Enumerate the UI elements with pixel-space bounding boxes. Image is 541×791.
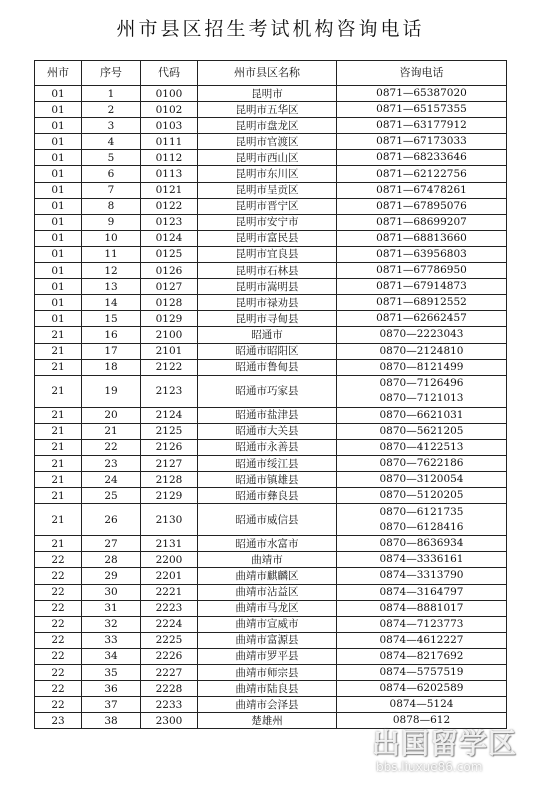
phone-number: 0871—65157355	[376, 103, 467, 116]
cell-name: 昆明市富民县	[198, 230, 337, 246]
cell-zhou: 21	[35, 488, 82, 504]
phone-number: 0870—6121735	[379, 505, 464, 518]
cell-zhou: 21	[35, 423, 82, 439]
cell-zhou: 01	[35, 182, 82, 198]
phone-number: 0874—3313790	[379, 569, 464, 582]
cell-no: 25	[82, 488, 141, 504]
table-row	[35, 552, 507, 568]
cell-no: 9	[82, 214, 141, 230]
header-name: 州市县区名称	[198, 61, 337, 86]
table-row	[35, 214, 507, 230]
site-watermark	[372, 722, 537, 782]
cell-name: 昭通市镇雄县	[198, 472, 337, 488]
cell-no: 16	[82, 327, 141, 343]
cell-phone	[337, 134, 507, 150]
phone-number: 0870—7622186	[379, 457, 464, 470]
phone-number: 0871—67786950	[376, 264, 467, 277]
phone-number: 0870—2223043	[379, 328, 464, 341]
cell-zhou: 01	[35, 166, 82, 182]
cell-code: 0121	[141, 182, 198, 198]
cell-zhou: 01	[35, 102, 82, 118]
cell-no: 17	[82, 343, 141, 359]
cell-name: 曲靖市罗平县	[198, 648, 337, 664]
cell-name: 昆明市晋宁区	[198, 198, 337, 214]
table-header-row	[35, 61, 507, 86]
cell-phone	[337, 279, 507, 295]
watermark-logo-text: 出国留学区	[372, 727, 518, 760]
cell-no: 11	[82, 246, 141, 262]
cell-no: 10	[82, 230, 141, 246]
cell-name: 昭通市绥江县	[198, 455, 337, 471]
cell-code: 2130	[141, 504, 198, 536]
cell-no: 23	[82, 455, 141, 471]
table-row	[35, 584, 507, 600]
cell-code: 2127	[141, 455, 198, 471]
phone-number: 0871—67914873	[376, 280, 467, 293]
table-row	[35, 375, 507, 407]
cell-zhou: 21	[35, 439, 82, 455]
cell-name: 昭通市巧家县	[198, 375, 337, 407]
cell-name: 昆明市宜良县	[198, 246, 337, 262]
cell-zhou: 01	[35, 246, 82, 262]
cell-code: 2122	[141, 359, 198, 375]
cell-name: 昆明市盘龙区	[198, 118, 337, 134]
cell-code: 2201	[141, 568, 198, 584]
cell-phone	[337, 150, 507, 166]
cell-zhou: 01	[35, 311, 82, 327]
cell-phone	[337, 455, 507, 471]
cell-zhou: 01	[35, 86, 82, 102]
table-row	[35, 263, 507, 279]
cell-zhou: 21	[35, 327, 82, 343]
cell-no: 15	[82, 311, 141, 327]
cell-phone	[337, 359, 507, 375]
table-row	[35, 343, 507, 359]
phone-number: 0871—68699207	[376, 215, 467, 228]
table-row	[35, 86, 507, 102]
cell-code: 0126	[141, 263, 198, 279]
cell-code: 2226	[141, 648, 198, 664]
table-row	[35, 439, 507, 455]
cell-code: 2125	[141, 423, 198, 439]
cell-no: 26	[82, 504, 141, 536]
phone-number: 0874—8217692	[379, 649, 464, 662]
cell-no: 32	[82, 616, 141, 632]
cell-name: 昆明市西山区	[198, 150, 337, 166]
phone-number: 0870—2124810	[379, 344, 464, 357]
cell-name: 昆明市东川区	[198, 166, 337, 182]
cell-name: 昭通市水富市	[198, 536, 337, 552]
cell-code: 2223	[141, 600, 198, 616]
table-row	[35, 488, 507, 504]
cell-code: 0100	[141, 86, 198, 102]
cell-zhou: 21	[35, 536, 82, 552]
cell-phone	[337, 182, 507, 198]
cell-phone	[337, 166, 507, 182]
phone-number: 0871—67478261	[376, 183, 467, 196]
cell-phone	[337, 423, 507, 439]
cell-no: 27	[82, 536, 141, 552]
cell-code: 0102	[141, 102, 198, 118]
cell-code: 0111	[141, 134, 198, 150]
table-row	[35, 327, 507, 343]
cell-no: 2	[82, 102, 141, 118]
cell-code: 0112	[141, 150, 198, 166]
cell-no: 36	[82, 681, 141, 697]
phone-number: 0870—5120205	[379, 489, 464, 502]
phone-number: 0870—7121013	[379, 392, 464, 405]
phone-table	[34, 60, 507, 729]
cell-phone	[337, 616, 507, 632]
table-row	[35, 472, 507, 488]
cell-phone	[337, 439, 507, 455]
cell-phone	[337, 632, 507, 648]
cell-no: 3	[82, 118, 141, 134]
cell-code: 0128	[141, 295, 198, 311]
table-row	[35, 681, 507, 697]
cell-zhou: 01	[35, 230, 82, 246]
table-row	[35, 600, 507, 616]
cell-no: 12	[82, 263, 141, 279]
header-zhou: 州市	[35, 61, 82, 86]
cell-no: 19	[82, 375, 141, 407]
cell-name: 曲靖市会泽县	[198, 697, 337, 713]
phone-number: 0874—4612227	[379, 633, 464, 646]
cell-code: 2128	[141, 472, 198, 488]
watermark-url: bbs.liuxue86.com	[376, 760, 483, 774]
cell-code: 2233	[141, 697, 198, 713]
cell-name: 昆明市呈贡区	[198, 182, 337, 198]
phone-number: 0870—7126496	[379, 377, 464, 390]
cell-no: 28	[82, 552, 141, 568]
cell-name: 昆明市禄劝县	[198, 295, 337, 311]
phone-number: 0874—5757519	[379, 666, 464, 679]
phone-number: 0871—62662457	[376, 312, 467, 325]
phone-number: 0871—68912552	[376, 296, 467, 309]
cell-no: 14	[82, 295, 141, 311]
cell-name: 曲靖市富源县	[198, 632, 337, 648]
cell-zhou: 01	[35, 118, 82, 134]
cell-phone	[337, 584, 507, 600]
phone-number: 0874—5124	[389, 698, 454, 711]
cell-zhou: 22	[35, 665, 82, 681]
phone-number: 0870—3120054	[379, 473, 464, 486]
cell-code: 2200	[141, 552, 198, 568]
cell-phone	[337, 552, 507, 568]
cell-name: 曲靖市陆良县	[198, 681, 337, 697]
cell-no: 38	[82, 713, 141, 729]
table-row	[35, 311, 507, 327]
cell-phone	[337, 230, 507, 246]
table-row	[35, 246, 507, 262]
cell-no: 31	[82, 600, 141, 616]
cell-code: 2123	[141, 375, 198, 407]
cell-zhou: 01	[35, 198, 82, 214]
table-row	[35, 279, 507, 295]
cell-phone	[337, 214, 507, 230]
cell-code: 2126	[141, 439, 198, 455]
phone-number: 0874—3164797	[379, 585, 464, 598]
cell-code: 2224	[141, 616, 198, 632]
cell-no: 24	[82, 472, 141, 488]
cell-phone	[337, 665, 507, 681]
phone-number: 0878—612	[392, 714, 451, 727]
table-row	[35, 230, 507, 246]
table-row	[35, 616, 507, 632]
cell-name: 曲靖市	[198, 552, 337, 568]
cell-zhou: 22	[35, 552, 82, 568]
cell-phone	[337, 375, 507, 407]
cell-name: 曲靖市师宗县	[198, 665, 337, 681]
cell-no: 21	[82, 423, 141, 439]
cell-no: 34	[82, 648, 141, 664]
cell-phone	[337, 697, 507, 713]
cell-name: 昆明市五华区	[198, 102, 337, 118]
cell-phone	[337, 713, 507, 729]
cell-phone	[337, 327, 507, 343]
cell-name: 昆明市	[198, 86, 337, 102]
cell-zhou: 22	[35, 681, 82, 697]
cell-zhou: 23	[35, 713, 82, 729]
cell-zhou: 21	[35, 343, 82, 359]
cell-name: 昭通市	[198, 327, 337, 343]
cell-zhou: 21	[35, 375, 82, 407]
cell-code: 0127	[141, 279, 198, 295]
phone-number: 0871—67895076	[376, 199, 467, 212]
cell-code: 2101	[141, 343, 198, 359]
cell-phone	[337, 343, 507, 359]
phone-number: 0871—68233646	[376, 151, 467, 164]
cell-zhou: 01	[35, 150, 82, 166]
phone-number: 0874—8881017	[379, 601, 464, 614]
page-title: 州市县区招生考试机构咨询电话	[116, 18, 425, 40]
table-body	[35, 86, 507, 729]
cell-no: 4	[82, 134, 141, 150]
table-row	[35, 134, 507, 150]
table-row	[35, 697, 507, 713]
cell-name: 昆明市嵩明县	[198, 279, 337, 295]
cell-code: 2131	[141, 536, 198, 552]
phone-number: 0871—63177912	[376, 119, 467, 132]
cell-zhou: 22	[35, 648, 82, 664]
table-row	[35, 407, 507, 423]
cell-no: 33	[82, 632, 141, 648]
cell-name: 昆明市石林县	[198, 263, 337, 279]
cell-phone	[337, 681, 507, 697]
cell-no: 22	[82, 439, 141, 455]
table-row	[35, 150, 507, 166]
cell-phone	[337, 648, 507, 664]
cell-code: 0124	[141, 230, 198, 246]
table-row	[35, 713, 507, 729]
cell-phone	[337, 488, 507, 504]
cell-code: 2227	[141, 665, 198, 681]
cell-zhou: 21	[35, 359, 82, 375]
table-row	[35, 182, 507, 198]
cell-zhou: 21	[35, 455, 82, 471]
cell-zhou: 01	[35, 134, 82, 150]
cell-code: 0125	[141, 246, 198, 262]
cell-code: 2124	[141, 407, 198, 423]
cell-no: 13	[82, 279, 141, 295]
cell-zhou: 22	[35, 600, 82, 616]
cell-code: 2228	[141, 681, 198, 697]
cell-name: 昭通市永善县	[198, 439, 337, 455]
cell-code: 0103	[141, 118, 198, 134]
table-row	[35, 504, 507, 536]
cell-phone	[337, 472, 507, 488]
table-row	[35, 423, 507, 439]
cell-zhou: 21	[35, 472, 82, 488]
cell-no: 37	[82, 697, 141, 713]
table-row	[35, 166, 507, 182]
cell-phone	[337, 263, 507, 279]
cell-zhou: 22	[35, 616, 82, 632]
cell-no: 8	[82, 198, 141, 214]
table-row	[35, 632, 507, 648]
cell-name: 昭通市鲁甸县	[198, 359, 337, 375]
table-row	[35, 455, 507, 471]
cell-phone	[337, 407, 507, 423]
cell-phone	[337, 600, 507, 616]
cell-name: 昭通市昭阳区	[198, 343, 337, 359]
cell-no: 6	[82, 166, 141, 182]
cell-zhou: 01	[35, 263, 82, 279]
table-row	[35, 359, 507, 375]
cell-code: 2100	[141, 327, 198, 343]
cell-no: 5	[82, 150, 141, 166]
phone-number: 0870—8121499	[379, 360, 464, 373]
cell-zhou: 22	[35, 568, 82, 584]
table-row	[35, 198, 507, 214]
cell-name: 昆明市寻甸县	[198, 311, 337, 327]
header-code: 代码	[141, 61, 198, 86]
phone-number: 0874—7123773	[379, 617, 464, 630]
phone-number: 0871—68813660	[376, 231, 467, 244]
cell-zhou: 22	[35, 632, 82, 648]
cell-no: 7	[82, 182, 141, 198]
table-row	[35, 102, 507, 118]
cell-no: 35	[82, 665, 141, 681]
phone-number: 0870—4122513	[379, 440, 464, 453]
cell-name: 曲靖市马龙区	[198, 600, 337, 616]
cell-name: 昭通市威信县	[198, 504, 337, 536]
cell-code: 2225	[141, 632, 198, 648]
table-row	[35, 568, 507, 584]
cell-phone	[337, 568, 507, 584]
cell-zhou: 21	[35, 504, 82, 536]
cell-name: 楚雄州	[198, 713, 337, 729]
header-phone: 咨询电话	[337, 61, 507, 86]
phone-number: 0874—6202589	[379, 682, 464, 695]
cell-code: 2129	[141, 488, 198, 504]
cell-no: 20	[82, 407, 141, 423]
cell-phone	[337, 311, 507, 327]
cell-zhou: 22	[35, 584, 82, 600]
cell-name: 曲靖市宣威市	[198, 616, 337, 632]
phone-number: 0871—65387020	[376, 87, 467, 100]
table-row	[35, 118, 507, 134]
cell-phone	[337, 295, 507, 311]
phone-number: 0871—67173033	[376, 135, 467, 148]
cell-phone	[337, 86, 507, 102]
cell-phone	[337, 536, 507, 552]
cell-name: 曲靖市麒麟区	[198, 568, 337, 584]
cell-zhou: 01	[35, 295, 82, 311]
phone-number: 0870—8636934	[379, 537, 464, 550]
cell-code: 0123	[141, 214, 198, 230]
phone-number: 0870—6621031	[379, 408, 464, 421]
cell-name: 昆明市安宁市	[198, 214, 337, 230]
cell-code: 0129	[141, 311, 198, 327]
cell-zhou: 22	[35, 697, 82, 713]
cell-no: 30	[82, 584, 141, 600]
cell-no: 29	[82, 568, 141, 584]
cell-zhou: 01	[35, 279, 82, 295]
cell-phone	[337, 198, 507, 214]
phone-number: 0874—3336161	[379, 553, 464, 566]
cell-no: 1	[82, 86, 141, 102]
phone-number: 0871—62122756	[376, 167, 467, 180]
cell-name: 昭通市大关县	[198, 423, 337, 439]
table-row	[35, 536, 507, 552]
cell-zhou: 21	[35, 407, 82, 423]
cell-code: 2300	[141, 713, 198, 729]
cell-zhou: 01	[35, 214, 82, 230]
cell-phone	[337, 504, 507, 536]
cell-code: 2221	[141, 584, 198, 600]
cell-phone	[337, 246, 507, 262]
cell-name: 昭通市盐津县	[198, 407, 337, 423]
cell-code: 0113	[141, 166, 198, 182]
table-row	[35, 665, 507, 681]
table-row	[35, 648, 507, 664]
phone-number: 0870—6128416	[379, 520, 464, 533]
cell-phone	[337, 118, 507, 134]
cell-name: 昭通市彝良县	[198, 488, 337, 504]
cell-name: 曲靖市沾益区	[198, 584, 337, 600]
cell-code: 0122	[141, 198, 198, 214]
header-no: 序号	[82, 61, 141, 86]
cell-no: 18	[82, 359, 141, 375]
table-row	[35, 295, 507, 311]
phone-number: 0870—5621205	[379, 424, 464, 437]
cell-name: 昆明市官渡区	[198, 134, 337, 150]
phone-number: 0871—63956803	[376, 247, 467, 260]
cell-phone	[337, 102, 507, 118]
